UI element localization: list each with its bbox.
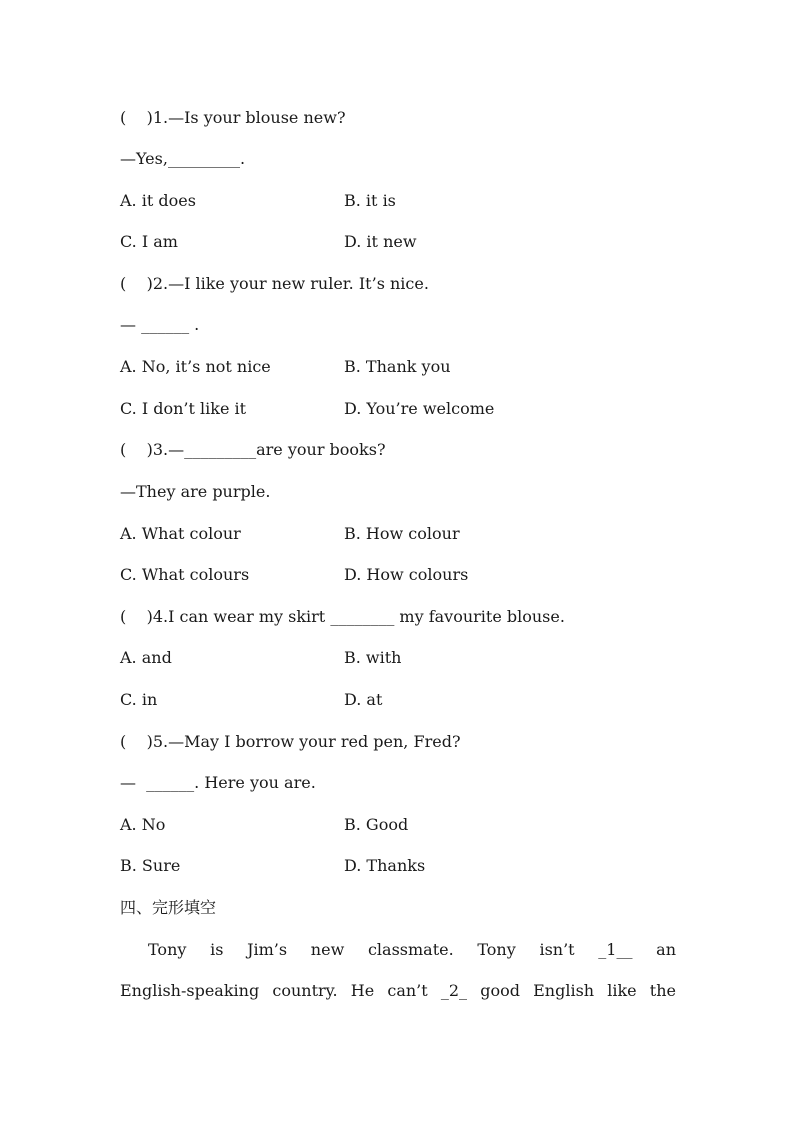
question-3-response: —They are purple. <box>120 482 271 501</box>
question-1-response: —Yes,_________. <box>120 149 246 168</box>
question-2-option-a: A. No, it’s not nice <box>120 357 271 376</box>
passage-line-1: Tony is Jim’s new classmate. Tony isn’t _1__ an <box>148 940 676 959</box>
question-2-option-d: D. You’re welcome <box>344 399 495 418</box>
question-3-stem: ( )3.—_________are your books? <box>120 440 386 459</box>
question-3-option-d: D. How colours <box>344 565 469 584</box>
question-2-option-b: B. Thank you <box>344 357 451 376</box>
question-5-option-c: B. Sure <box>120 856 181 875</box>
question-2-response: — ______ . <box>120 315 200 334</box>
section-heading: 四、完形填空 <box>120 898 217 917</box>
question-1-option-d: D. it new <box>344 232 417 251</box>
passage-line-2: English-speaking country. He can’t _2_ good English like the <box>120 981 676 1000</box>
question-4-option-d: D. at <box>344 690 383 709</box>
question-1-stem: ( )1.—Is your blouse new? <box>120 108 346 127</box>
question-1-option-b: B. it is <box>344 191 396 210</box>
question-2-option-c: C. I don’t like it <box>120 399 247 418</box>
question-4-option-b: B. with <box>344 648 402 667</box>
question-3-option-b: B. How colour <box>344 524 460 543</box>
question-4-option-a: A. and <box>120 648 172 667</box>
question-5-response: — ______. Here you are. <box>120 773 316 792</box>
question-5-stem: ( )5.—May I borrow your red pen, Fred? <box>120 732 461 751</box>
question-5-option-a: A. No <box>120 815 166 834</box>
question-4-option-c: C. in <box>120 690 158 709</box>
question-4-stem: ( )4.I can wear my skirt ________ my favourite blouse. <box>120 607 565 626</box>
question-3-option-c: C. What colours <box>120 565 250 584</box>
question-3-option-a: A. What colour <box>120 524 241 543</box>
question-1-option-c: C. I am <box>120 232 178 251</box>
question-5-option-d: D. Thanks <box>344 856 426 875</box>
question-5-option-b: B. Good <box>344 815 409 834</box>
question-1-option-a: A. it does <box>120 191 196 210</box>
question-2-stem: ( )2.—I like your new ruler. It’s nice. <box>120 274 429 293</box>
